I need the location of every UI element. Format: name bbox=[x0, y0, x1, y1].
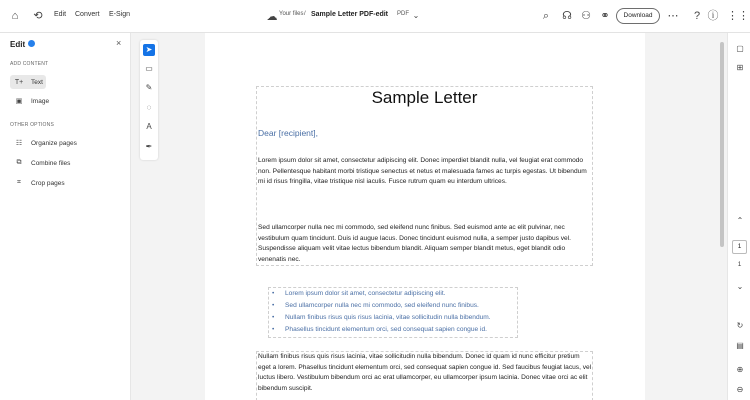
text-box-tool-icon[interactable]: A bbox=[146, 122, 152, 131]
premium-badge-icon bbox=[28, 40, 35, 47]
add-image-button[interactable] bbox=[10, 94, 52, 108]
pen-tool-icon[interactable]: ✎ bbox=[145, 83, 153, 92]
page-down-icon[interactable]: ⌄ bbox=[736, 282, 744, 291]
breadcrumb-separator: / bbox=[304, 11, 306, 17]
top-bar bbox=[0, 0, 750, 33]
right-rail bbox=[727, 33, 750, 400]
combine-files-icon: ⧉ bbox=[16, 159, 22, 166]
search-icon[interactable]: ⌕ bbox=[542, 10, 550, 22]
grid-icon[interactable]: ⋮⋮ bbox=[727, 10, 749, 22]
tab-convert[interactable]: Convert bbox=[75, 11, 100, 18]
comment-panel-icon[interactable]: ▢ bbox=[736, 44, 744, 53]
bullet-item[interactable]: • Phasellus tincidunt elementum orci, sed consequat sapien congue id. bbox=[270, 324, 516, 336]
add-text-label: Text bbox=[31, 78, 43, 86]
rotate-icon[interactable]: ↻ bbox=[736, 321, 744, 330]
paragraph-1[interactable]: Lorem ipsum dolor sit amet, consectetur adipiscing elit. Donec imperdiet blandit nulla, vel feugiat erat commodo non. Pellentesque habitant morbi tristique senectus et netus et malesuada fames ac turpis egestas. Ut bibendum mi id risus fringilla, vitae tristique nisl iaculis. Fusce rutrum quam eu interdum ultrices. bbox=[258, 157, 587, 186]
tab-edit[interactable]: Edit bbox=[54, 11, 67, 18]
more-icon[interactable]: ⋯ bbox=[667, 10, 679, 22]
bullet-item[interactable]: • Nullam finibus risus quis risus lacinia, vitae sollicitudin nulla bibendum. bbox=[270, 312, 516, 324]
breadcrumb-root[interactable]: Your files bbox=[279, 11, 304, 17]
zoom-in-icon[interactable]: ⊕ bbox=[736, 365, 744, 374]
tool-strip bbox=[140, 40, 158, 160]
add-content-heading: ADD CONTENT bbox=[10, 61, 49, 67]
tab-e-sign[interactable]: E-Sign bbox=[109, 11, 131, 18]
share-icon[interactable]: ⚇ bbox=[581, 10, 591, 22]
panel-title: Edit bbox=[10, 40, 26, 49]
crop-pages-button[interactable] bbox=[10, 176, 68, 190]
select-tool-icon[interactable]: ➤ bbox=[143, 44, 155, 56]
chevron-down-icon[interactable]: ⌄ bbox=[412, 11, 420, 20]
other-options-heading: OTHER OPTIONS bbox=[10, 122, 54, 128]
close-icon[interactable]: × bbox=[116, 38, 122, 48]
page-tools-icon[interactable]: ▤ bbox=[736, 341, 744, 350]
combine-files-button[interactable] bbox=[10, 156, 73, 170]
zoom-out-icon[interactable]: ⊖ bbox=[736, 385, 744, 394]
bullet-item[interactable]: • Lorem ipsum dolor sit amet, consectetur adipiscing elit. bbox=[270, 288, 516, 300]
paragraph-2[interactable]: Sed ullamcorper nulla nec mi commodo, sed eleifend nunc finibus. Sed euismod ante ac elit pulvinar, nec vestibulum quam tincidunt. Duis id augue lacus. Donec tincidunt euismod nulla, a semper justo dapibus vel. Suspendisse aliquam velit vitae lectus bibendum blandit. Aliquam semper blandit metus, eget blandit odio venenatis nec. bbox=[258, 224, 572, 263]
headphones-icon[interactable]: ☊ bbox=[562, 10, 572, 22]
document-title: Sample Letter PDF-edit bbox=[311, 11, 389, 18]
download-button[interactable]: Download bbox=[616, 8, 660, 24]
home-icon[interactable]: ⌂ bbox=[11, 10, 19, 22]
organize-pages-label: Organize pages bbox=[31, 139, 77, 147]
add-text-button[interactable] bbox=[10, 75, 46, 89]
text-add-icon: T+ bbox=[14, 78, 24, 86]
thumbnails-icon[interactable]: ⊞ bbox=[736, 63, 744, 72]
page-up-icon[interactable]: ⌃ bbox=[736, 216, 744, 225]
back-icon[interactable]: ⟲ bbox=[33, 10, 43, 22]
letter-title[interactable]: Sample Letter bbox=[371, 88, 478, 107]
page-number-input[interactable]: 1 bbox=[732, 240, 747, 254]
link-icon[interactable]: ⚭ bbox=[600, 10, 610, 22]
document-type: PDF bbox=[397, 11, 409, 17]
help-icon[interactable]: ? bbox=[693, 10, 701, 22]
paragraph-3[interactable]: Nullam finibus risus quis risus lacinia, vitae sollicitudin nulla bibendum. Donec id quam id nunc efficitur pretium eget a lorem. Phasellus tincidunt elementum orci, sed consequat sapien congue id. Sed faucibus feugiat lacus, vel luctus libero. Vestibulum bibendum orci ac erat ullamcorper, eu ullamcorper ipsum lacinia. Donec vitae orci ac elit bibendum suscipit. bbox=[258, 353, 592, 392]
add-image-label: Image bbox=[31, 97, 50, 105]
organize-pages-icon: ☷ bbox=[15, 140, 23, 147]
letter-greeting[interactable]: Dear [recipient], bbox=[258, 128, 318, 138]
crop-pages-label: Crop pages bbox=[31, 179, 65, 187]
page-total: 1 bbox=[737, 261, 742, 268]
image-icon: ▣ bbox=[15, 98, 23, 105]
crop-icon: ⌗ bbox=[17, 179, 21, 186]
cloud-icon: ☁ bbox=[266, 11, 278, 23]
lasso-tool-icon[interactable]: ◌ bbox=[146, 103, 152, 112]
bullet-item[interactable]: • Sed ullamcorper nulla nec mi commodo, sed eleifend nunc finibus. bbox=[270, 300, 516, 312]
alert-icon[interactable]: ⓘ bbox=[707, 10, 719, 22]
scrollbar-thumb[interactable] bbox=[720, 42, 724, 247]
organize-pages-button[interactable] bbox=[10, 136, 80, 150]
combine-files-label: Combine files bbox=[31, 159, 71, 167]
edit-panel bbox=[0, 33, 131, 400]
sign-tool-icon[interactable]: ✒ bbox=[145, 142, 153, 151]
comment-tool-icon[interactable]: ▭ bbox=[145, 64, 153, 73]
bullet-list[interactable] bbox=[270, 288, 516, 336]
